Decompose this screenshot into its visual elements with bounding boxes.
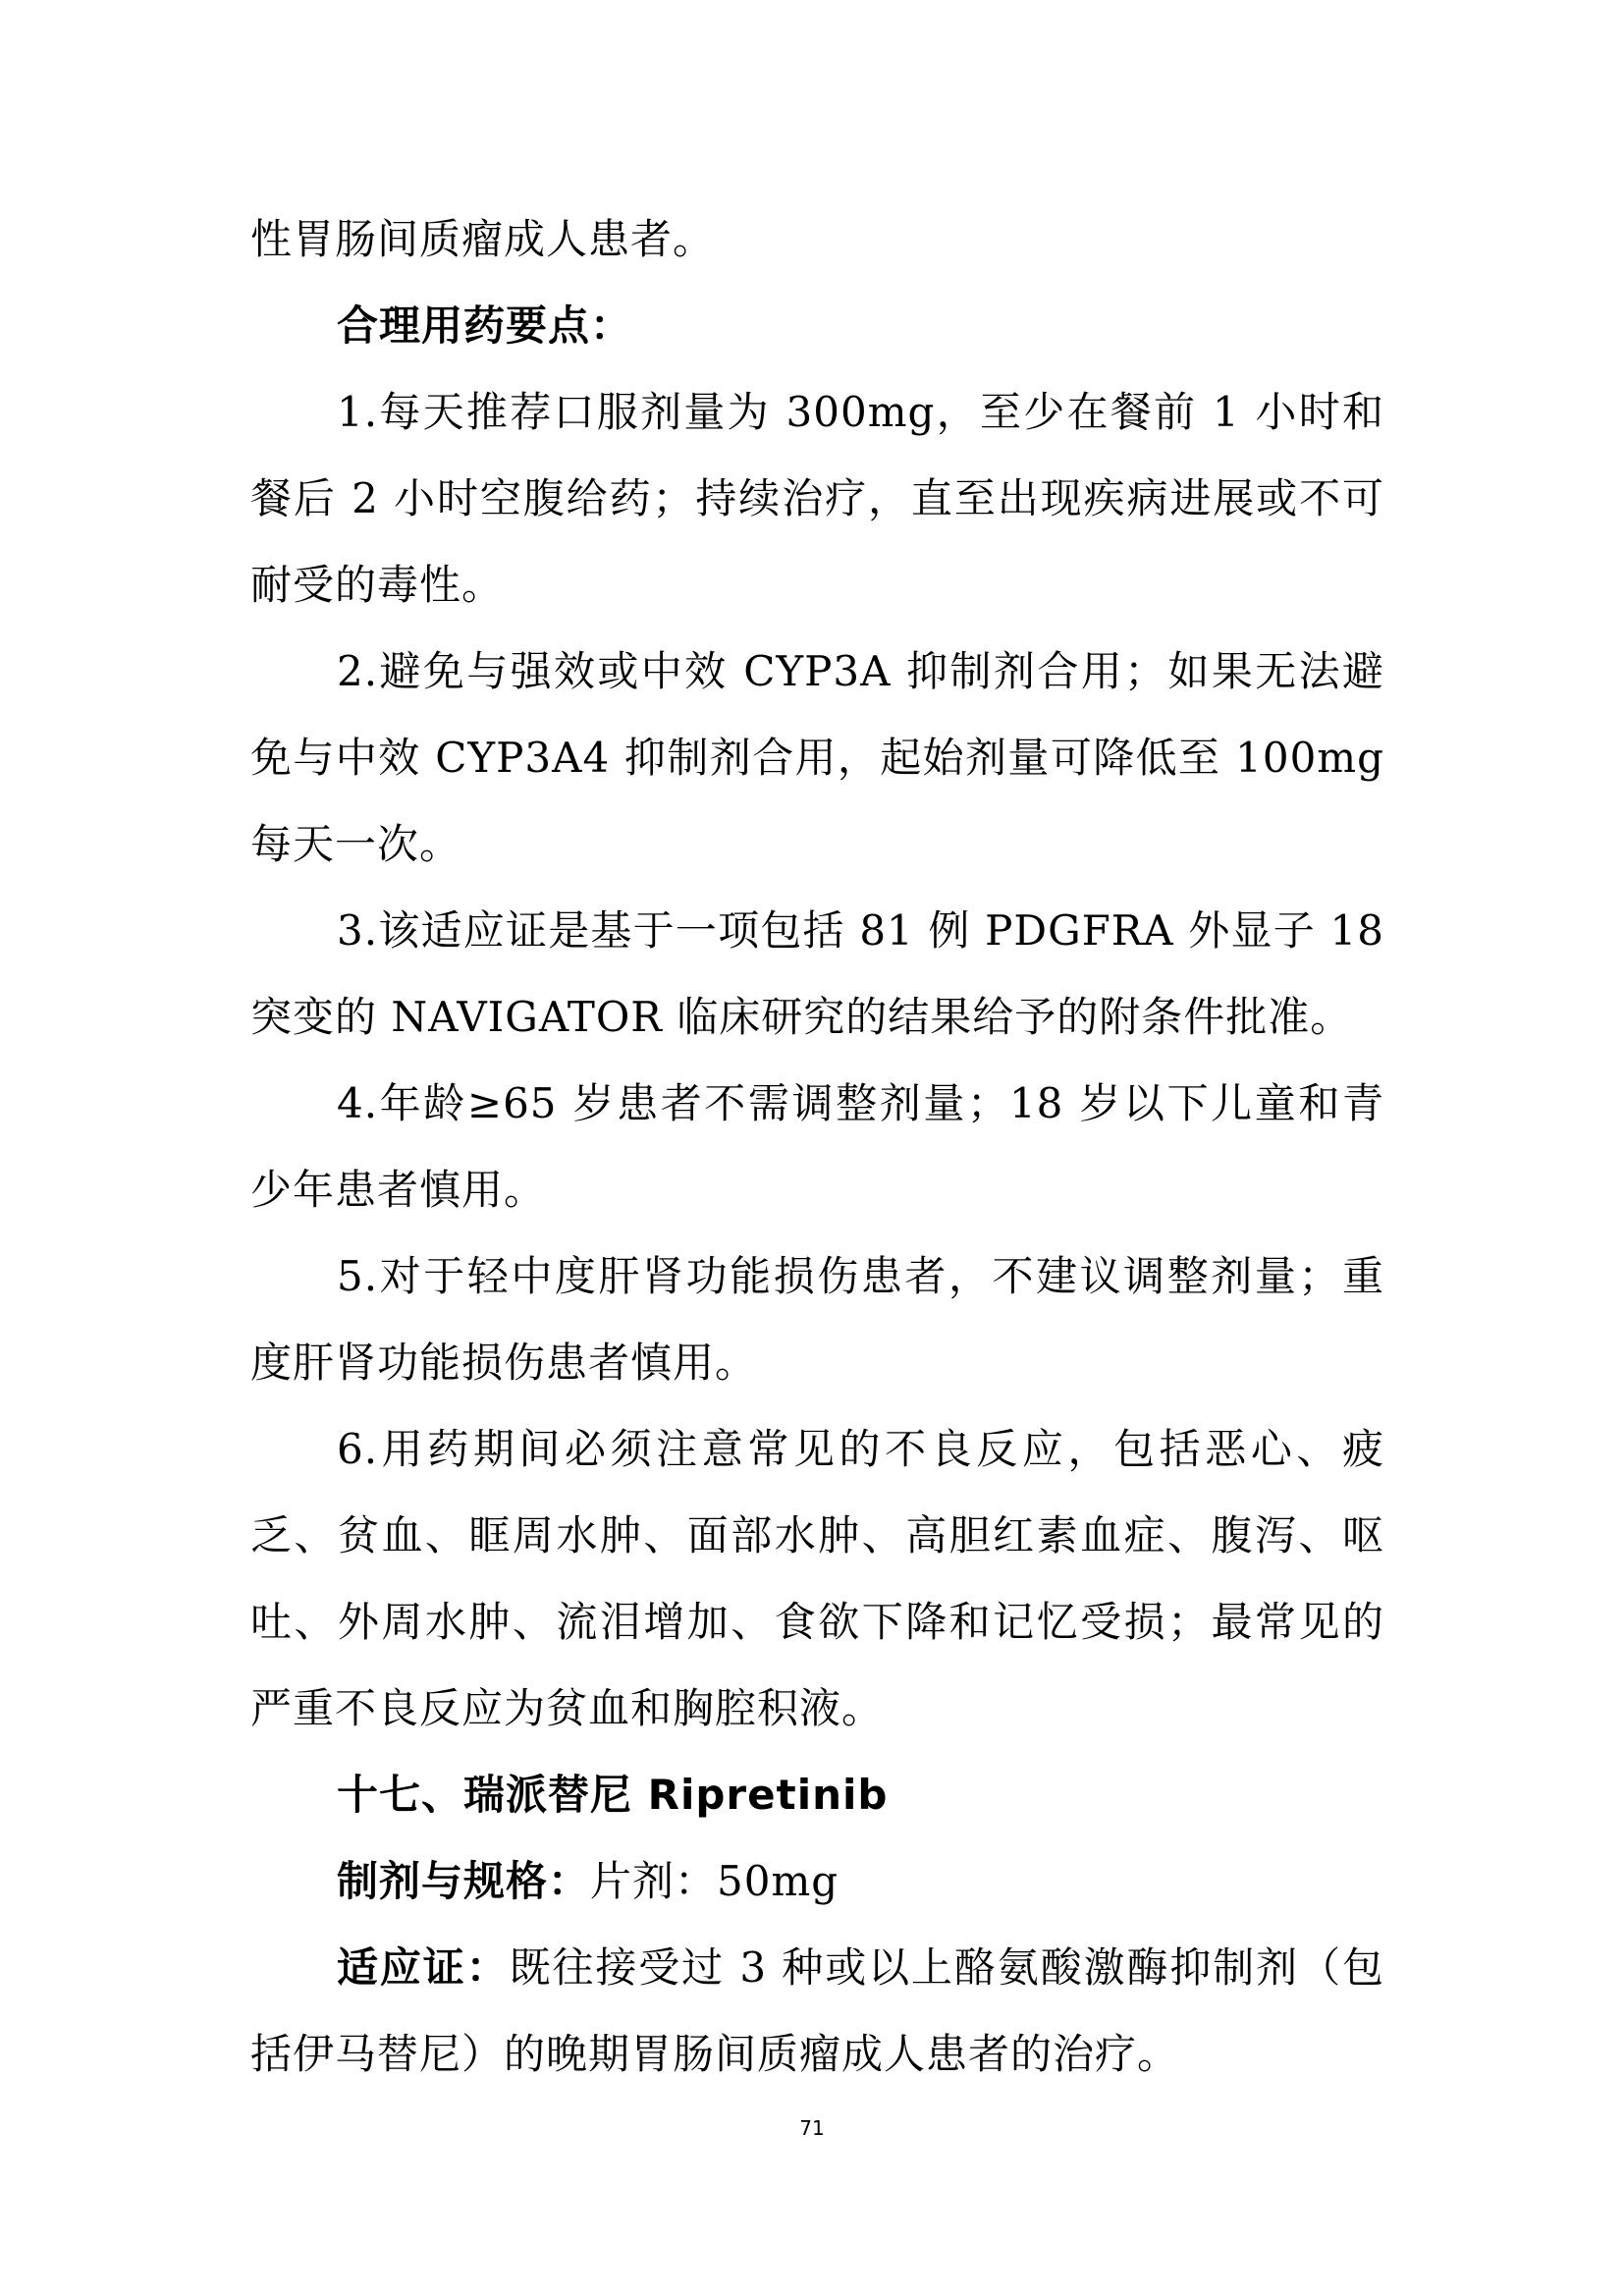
formulation-line bbox=[250, 1838, 1384, 1925]
key-point-1: 1.每天推荐口服剂量为 300mg，至少在餐前 1 小时和餐后 2 小时空腹给药；持续治疗，直至出现疾病进展或不可耐受的毒性。 bbox=[250, 388, 1384, 609]
drug-heading: 十七、瑞派替尼 Ripretinib bbox=[337, 1771, 889, 1819]
formulation-label: 制剂与规格： bbox=[337, 1857, 591, 1905]
section-heading-key-points: 合理用药要点： bbox=[337, 301, 633, 350]
body-text bbox=[250, 196, 1384, 2098]
key-point-6: 6.用药期间必须注意常见的不良反应，包括恶心、疲乏、贫血、眶周水肿、面部水肿、高胆红素血症、腹泻、呕吐、外周水肿、流泪增加、食欲下降和记忆受损；最常见的严重不良反应为贫血和胸腔积液。 bbox=[250, 1425, 1384, 1732]
indication-label: 适应证： bbox=[337, 1943, 510, 1992]
page-number: 71 bbox=[799, 2116, 825, 2140]
key-point-2: 2.避免与强效或中效 CYP3A 抑制剂合用；如果无法避免与中效 CYP3A4 抑制剂合用，起始剂量可降低至 100mg 每天一次。 bbox=[250, 647, 1384, 868]
key-point-3: 3.该适应证是基于一项包括 81 例 PDGFRA 外显子 18 突变的 NAVIGATOR 临床研究的结果给予的附条件批准。 bbox=[250, 906, 1384, 1041]
indication-line bbox=[250, 1925, 1384, 2098]
key-point-4: 4.年龄≥65 岁患者不需调整剂量；18 岁以下儿童和青少年患者慎用。 bbox=[250, 1079, 1384, 1214]
paragraph-continuation: 性胃肠间质瘤成人患者。 bbox=[250, 215, 716, 263]
indication-value: 既往接受过 3 种或以上酪氨酸激酶抑制剂（包括伊马替尼）的晚期胃肠间质瘤成人患者的治疗。 bbox=[250, 1943, 1384, 2078]
formulation-value: 片剂：50mg bbox=[590, 1857, 839, 1905]
key-point-5: 5.对于轻中度肝肾功能损伤患者，不建议调整剂量；重度肝肾功能损伤患者慎用。 bbox=[250, 1252, 1384, 1387]
